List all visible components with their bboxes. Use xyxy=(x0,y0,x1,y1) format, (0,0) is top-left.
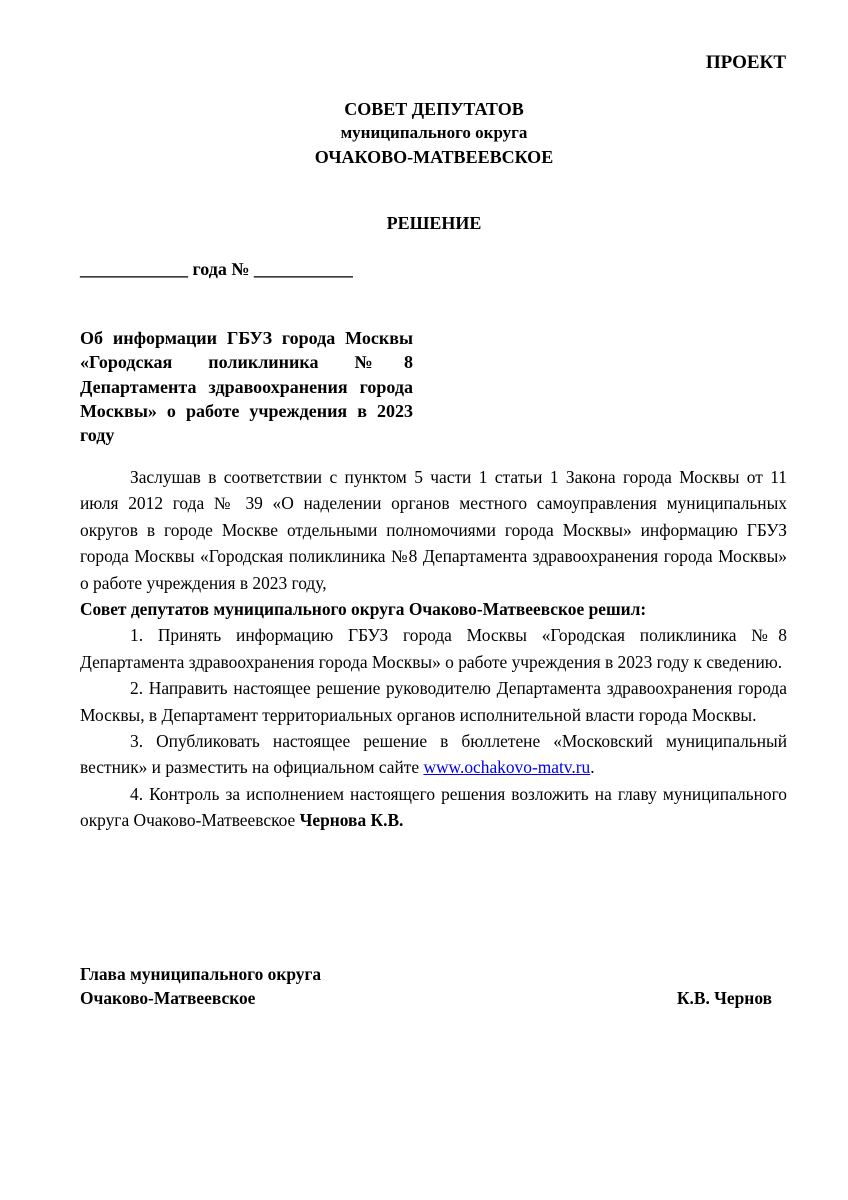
signature-row-2 xyxy=(80,986,772,1010)
document-header xyxy=(0,97,848,169)
item-3-text: 3. Опубликовать настоящее решение в бюллетене «Московский муниципальный вестник» и разместить на официальном сайте xyxy=(80,731,787,778)
signer-title-line-2: Очаково-Матвеевское xyxy=(80,988,256,1008)
item-2 xyxy=(80,675,787,728)
decision-label: РЕШЕНИЕ xyxy=(386,213,482,233)
decision-subject: Об информации ГБУЗ города Москвы «Городская поликлиника №8 Департамента здравоохранения города Москвы» о работе учреждения в 2023 году xyxy=(80,328,413,446)
item-4-name: Чернова К.В. xyxy=(299,810,404,831)
item-4-text: 4. Контроль за исполнением настоящего решения возложить на главу муниципального округа Очаково-Матвеевское xyxy=(80,783,787,831)
official-site-link[interactable]: www.ochakovo-matv.ru xyxy=(423,757,591,778)
decision-body xyxy=(80,464,787,834)
signer-title-line-1: Глава муниципального округа xyxy=(80,964,322,984)
item-3-end: . xyxy=(590,757,595,778)
preamble-text: Заслушав в соответствии с пунктом 5 части 1 статьи 1 Закона города Москвы от 11 июля 2012 года № 39 «О наделении органов местного самоуправления муниципальных округов в городе Москве отдельными полномочиями города Москвы» информацию ГБУЗ города Москвы «Городская поликлиника №8 Департамента здравоохранения города Москвы» о работе учреждения в 2023 году, xyxy=(80,467,787,593)
preamble-paragraph xyxy=(80,464,787,596)
item-3 xyxy=(80,728,787,781)
item-4 xyxy=(80,781,787,834)
signature-row-1 xyxy=(80,962,772,986)
resolution-paragraph xyxy=(80,596,787,622)
date-number-line: ____________ года № ___________ xyxy=(80,259,353,279)
district-name: ОЧАКОВО-МАТВЕЕВСКОЕ xyxy=(314,147,554,167)
item-1-text: 1. Принять информацию ГБУЗ города Москвы «Городская поликлиника №8 Департамента здравоохранения города Москвы» о работе учреждения в 2023 году к сведению. xyxy=(80,625,787,672)
signature-block xyxy=(80,962,772,1010)
draft-mark: ПРОЕКТ xyxy=(705,52,786,73)
resolution-text: Совет депутатов муниципального округа Очаково-Матвеевское решил: xyxy=(80,599,647,620)
item-2-text: 2. Направить настоящее решение руководителю Департамента здравоохранения города Москвы, в Департамент территориальных органов исполнительной власти города Москвы. xyxy=(80,678,787,725)
signer-name: К.В. Чернов xyxy=(676,988,772,1008)
council-title: СОВЕТ ДЕПУТАТОВ xyxy=(344,99,524,119)
item-1 xyxy=(80,622,787,675)
council-subtitle: муниципального округа xyxy=(340,123,528,142)
